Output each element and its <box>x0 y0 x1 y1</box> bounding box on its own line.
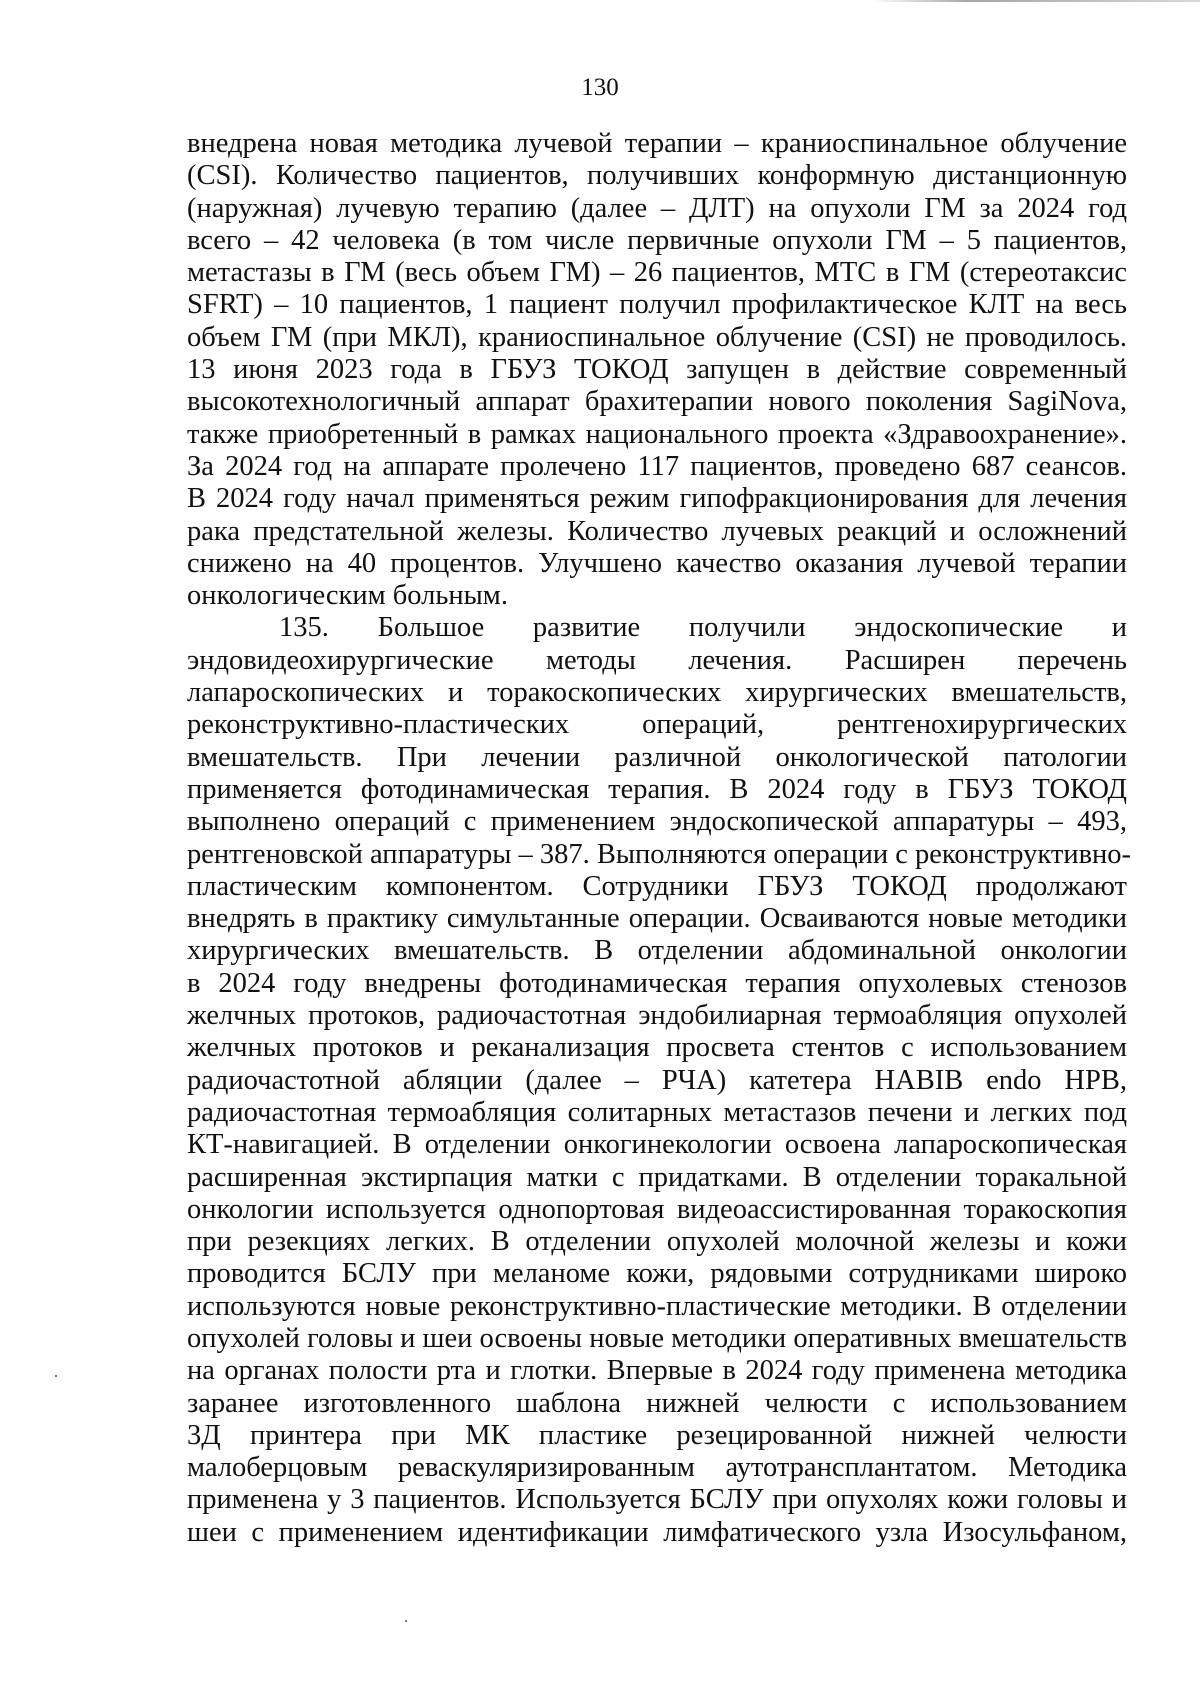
text-line: онкологии используется однопортовая видеоассистированная торакоскопия <box>187 1193 1127 1225</box>
text-line: применяется фотодинамическая терапия. В 2024 году в ГБУЗ ТОКОД <box>187 773 1127 805</box>
text-line: в 2024 году внедрены фотодинамическая терапия опухолевых стенозов <box>187 967 1127 999</box>
text-line: рентгеновской аппаратуры – 387. Выполняются операции с реконструктивно- <box>187 838 1132 870</box>
text-line: объем ГМ (при МКЛ), краниоспинальное облучение (CSI) не проводилось. <box>187 321 1127 353</box>
text-line: снижено на 40 процентов. Улучшено качество оказания лучевой терапии <box>187 547 1127 579</box>
text-line: заранее изготовленного шаблона нижней челюсти с использованием <box>187 1387 1127 1419</box>
text-line: реконструктивно-пластических операций, рентгенохирургических <box>187 709 1127 741</box>
text-line: желчных протоков и реканализация просвета стентов с использованием <box>187 1032 1127 1064</box>
text-line: (наружная) лучевую терапию (далее – ДЛТ) на опухоли ГМ за 2024 год <box>187 192 1127 224</box>
text-line: КТ-навигацией. В отделении онкогинекологии освоена лапароскопическая <box>187 1129 1127 1161</box>
text-line: при резекциях легких. В отделении опухолей молочной железы и кожи <box>187 1226 1127 1258</box>
text-line: радиочастотная термоабляция солитарных метастазов печени и легких под <box>187 1096 1127 1128</box>
text-line: на органах полости рта и глотки. Впервые в 2024 году применена методика <box>187 1355 1127 1387</box>
text-line: внедрена новая методика лучевой терапии – краниоспинальное облучение <box>187 128 1127 159</box>
text-line: желчных протоков, радиочастотная эндобилиарная термоабляция опухолей <box>187 1000 1127 1032</box>
scan-edge-mark <box>870 0 1200 2</box>
text-line: рака предстательной железы. Количество лучевых реакций и осложнений <box>187 515 1127 547</box>
text-line: 13 июня 2023 года в ГБУЗ ТОКОД запущен в действие современный <box>187 354 1127 386</box>
text-line: выполнено операций с применением эндоскопической аппаратуры – 493, <box>187 806 1127 838</box>
text-line: всего – 42 человека (в том числе первичные опухоли ГМ – 5 пациентов, <box>187 224 1127 256</box>
text-line: За 2024 год на аппарате пролечено 117 пациентов, проведено 687 сеансов. <box>187 450 1127 482</box>
page-number: 130 <box>581 74 619 101</box>
text-line: эндовидеохирургические методы лечения. Расширен перечень <box>187 644 1127 676</box>
paragraph-start-line: 135. Большое развитие получили эндоскопические и <box>279 612 1127 644</box>
text-line: хирургических вмешательств. В отделении абдоминальной онкологии <box>187 935 1127 967</box>
text-line: SFRT) – 10 пациентов, 1 пациент получил профилактическое КЛТ на весь <box>187 289 1127 321</box>
text-line: высокотехнологичный аппарат брахитерапии нового поколения SagiNova, <box>187 386 1127 418</box>
text-line: опухолей головы и шеи освоены новые методики оперативных вмешательств <box>187 1322 1127 1354</box>
text-line: проводится БСЛУ при меланоме кожи, рядовыми сотрудниками широко <box>187 1258 1127 1290</box>
text-line: внедрять в практику симультанные операции. Осваиваются новые методики <box>187 903 1127 935</box>
text-line: радиочастотной абляции (далее – РЧА) катетера HABIB endo HPB, <box>187 1064 1127 1096</box>
text-line: онкологическим больным. <box>187 580 508 612</box>
text-line: пластическим компонентом. Сотрудники ГБУЗ ТОКОД продолжают <box>187 870 1127 902</box>
body-text <box>187 128 1132 1549</box>
text-line: шеи с применением идентификации лимфатического узла Изосульфаном, <box>187 1516 1127 1548</box>
text-line: метастазы в ГМ (весь объем ГМ) – 26 пациентов, МТС в ГМ (стереотаксис <box>187 257 1127 289</box>
text-line: применена у 3 пациентов. Используется БСЛУ при опухолях кожи головы и <box>187 1484 1127 1516</box>
text-line: расширенная экстирпация матки с придатками. В отделении торакальной <box>187 1161 1127 1193</box>
scan-speck <box>55 1375 57 1377</box>
text-line: вмешательств. При лечении различной онкологической патологии <box>187 741 1127 773</box>
text-line: также приобретенный в рамках национального проекта «Здравоохранение». <box>187 418 1127 450</box>
text-line: лапароскопических и торакоскопических хирургических вмешательств, <box>187 677 1127 709</box>
text-line: 3Д принтера при МК пластике резецированной нижней челюсти <box>187 1419 1127 1451</box>
scan-speck <box>405 1620 407 1622</box>
text-line: (CSI). Количество пациентов, получивших конформную дистанционную <box>187 160 1127 192</box>
text-line: используются новые реконструктивно-пластические методики. В отделении <box>187 1290 1127 1322</box>
text-line: В 2024 году начал применяться режим гипофракционирования для лечения <box>187 483 1127 515</box>
text-line: малоберцовым реваскуляризированным аутотрансплантатом. Методика <box>187 1452 1127 1484</box>
